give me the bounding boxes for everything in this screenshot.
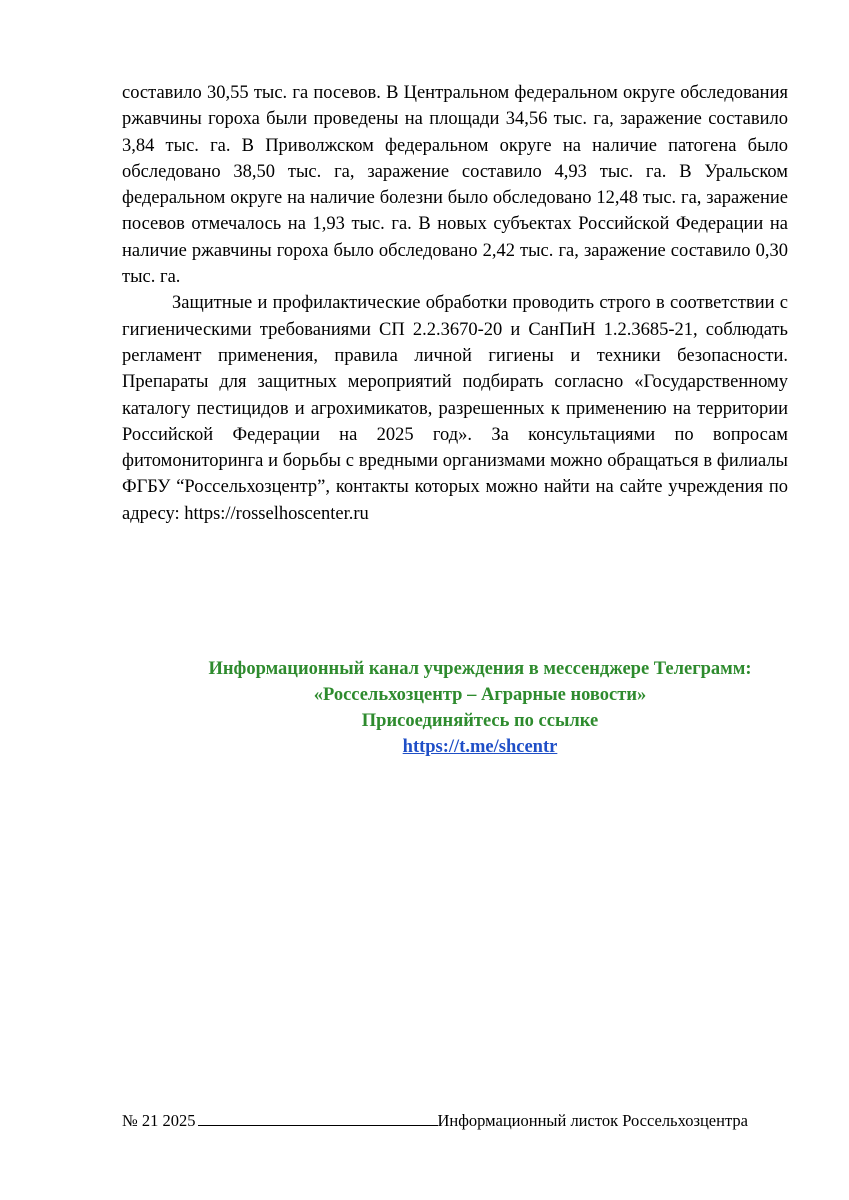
footer-rule (198, 1111, 438, 1126)
page-footer (122, 1110, 788, 1132)
main-text (122, 80, 788, 527)
telegram-link[interactable]: https://t.me/shcentr (402, 737, 558, 757)
promo-line-2: «Россельхозцентр – Аграрные новости» (313, 685, 647, 705)
paragraph-1: составило 30,55 тыс. га посевов. В Центральном федеральном округе обследования ржавчины гороха были проведены на площади 34,56 тыс. га, заражение составило 3,84 тыс. га. В Приволжском федеральном округе на наличие патогена было обследовано 38,50 тыс. га, заражение составило 4,93 тыс. га. В Уральском федеральном округе на наличие болезни было обследовано 12,48 тыс. га, заражение посевов отмечалось на 1,93 тыс. га. В новых субъектах Российской Федерации на наличие ржавчины гороха было обследовано 2,42 тыс. га, заражение составило 0,30 тыс. га. (122, 83, 788, 288)
paragraph-2: Защитные и профилактические обработки проводить строго в соответствии с гигиеническими требованиями СП 2.2.3670-20 и СанПиН 1.2.3685-21, соблюдать регламент применения, правила личной гигиены и техники безопасности. Препараты для защитных мероприятий подбирать согласно «Государственному каталогу пестицидов и агрохимикатов, разрешенных к применению на территории Российской Федерации на 2025 год». За консультациями по вопросам фитомониторинга и борьбы с вредными организмами можно обращаться в филиалы ФГБУ “Россельхозцентр”, контакты которых можно найти на сайте учреждения по адресу: https://rosselhoscenter.ru (122, 293, 788, 524)
telegram-promo (122, 656, 838, 760)
footer-issue: № 21 2025 (122, 1111, 196, 1130)
promo-line-1: Информационный канал учреждения в мессенджере Телеграмм: (208, 659, 752, 679)
promo-line-3: Присоединяйтесь по ссылке (361, 711, 599, 731)
footer-title: Информационный листок Россельхозцентра (437, 1111, 748, 1130)
